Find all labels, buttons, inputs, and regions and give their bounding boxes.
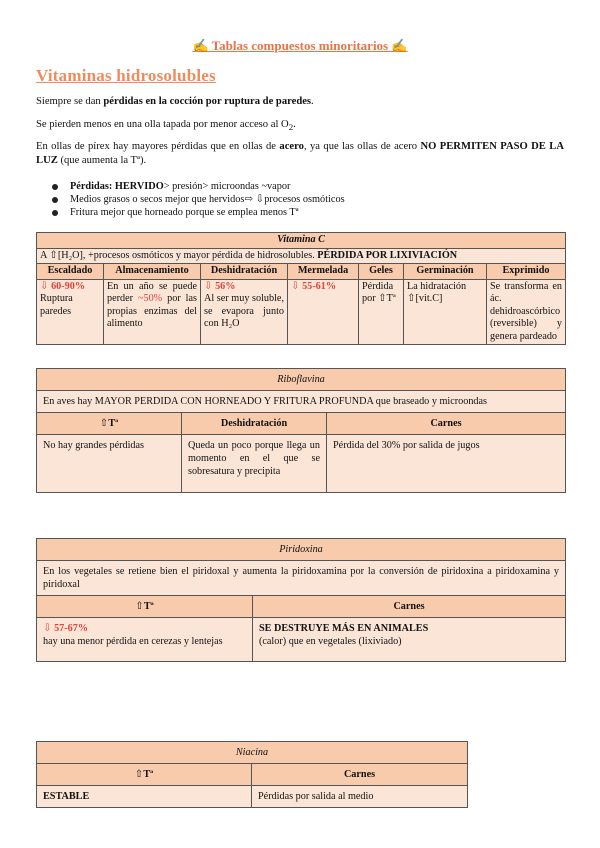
cell-carnes: Pérdida del 30% por salida de jugos (327, 435, 566, 493)
almac-text2: por las propias enzimas del alimento (107, 293, 197, 329)
table-row (37, 539, 566, 561)
column-header: Carnes (327, 413, 566, 435)
escaldado-percent: ⇩ 60-90% (40, 280, 86, 292)
pyridoxine-description: En los vegetales se retiene bien el piridoxal y aumenta la piridoxamina por la conversión de piridoxina a piridoxamina y piridoxal (37, 561, 566, 596)
vitc-desc-bold: PÉRDIDA POR LIXIVIACIÓN (317, 249, 458, 261)
column-header: Escaldado (37, 264, 104, 280)
section-title: Vitaminas hidrosolubles (36, 66, 216, 85)
vitamin-c-title: Vitamina C (37, 233, 566, 249)
almac-percent: ~50% (137, 293, 163, 304)
piri-percent: ⇩ 57-67% (43, 623, 89, 634)
table-row (37, 596, 566, 618)
cell-almacenamiento (104, 279, 201, 345)
cell-mermelada (288, 279, 359, 345)
cell-deshidratacion (201, 279, 288, 345)
column-header: ⇧Tª (37, 596, 253, 618)
column-header: ⇧Tª (37, 764, 252, 786)
riboflavin-table (36, 368, 566, 493)
vitamin-c-description (37, 248, 566, 264)
escaldado-text: Ruptura paredes (40, 293, 73, 317)
column-header: Germinación (404, 264, 487, 280)
mermelada-percent: ⇩ 55-61% (291, 280, 337, 292)
vitc-desc-text: A ⇧[H₂O], +procesos osmóticos y mayor pérdida de hidrosolubles. (40, 249, 318, 261)
almac-text: En un año se puede perder (107, 280, 197, 304)
pyridoxine-title: Piridoxina (37, 539, 566, 561)
cell-exprimido: Se transforma en ác. dehidroascórbico (reversible) y genera pardeado (487, 279, 566, 345)
table-row (37, 413, 566, 435)
cell-escaldado (37, 279, 104, 345)
p3-light: NO PERMITEN PASO DE LA LUZ (36, 141, 564, 166)
table-row (37, 369, 566, 391)
p1-bold: pérdidas en la cocción por ruptura de paredes (103, 96, 312, 107)
piri-animals: SE DESTRUYE MÁS EN ANIMALES (259, 623, 429, 634)
table-row (37, 279, 566, 345)
cell-geles: Pérdida por ⇧Tª (359, 279, 404, 345)
paragraph-pyrex-steel (36, 140, 564, 168)
table-row (37, 561, 566, 596)
cell-carnes: Pérdidas por salida al medio (252, 786, 468, 808)
p3-text2: , ya que las ollas de acero (303, 141, 421, 152)
p3-text: En ollas de pírex hay mayores pérdidas que en ollas de (36, 141, 280, 152)
p1-end: . (311, 96, 314, 107)
piri-temp-text: hay una menor pérdida en cerezas y lentejas (43, 636, 223, 647)
column-header: Mermelada (288, 264, 359, 280)
table-row (37, 435, 566, 493)
table-row (37, 248, 566, 264)
p3-end: (que aumenta la Tª). (57, 155, 147, 166)
p2-subscript: 2 (288, 122, 294, 133)
table-row (37, 764, 468, 786)
bullet-list (52, 180, 345, 219)
table-row (37, 391, 566, 413)
riboflavin-title: Riboflavina (37, 369, 566, 391)
cell-temp: No hay grandes pérdidas (37, 435, 182, 493)
paragraph-cooking-loss (36, 95, 564, 109)
list-item (52, 180, 345, 193)
p2-text: Se pierden menos en una olla tapada por menor acceso al O (36, 119, 289, 130)
cell-temp (37, 618, 253, 662)
column-header: Exprimido (487, 264, 566, 280)
p3-steel: acero (279, 141, 304, 152)
pyridoxine-table (36, 538, 566, 662)
column-header: Geles (359, 264, 404, 280)
niacin-table (36, 741, 468, 808)
table-row (37, 233, 566, 249)
vitamin-c-table (36, 232, 566, 345)
deshid-percent: ⇩ 56% (204, 280, 236, 292)
table-row (37, 264, 566, 280)
table-row (37, 742, 468, 764)
column-header: Deshidratación (201, 264, 288, 280)
column-header: Almacenamiento (104, 264, 201, 280)
table-row (37, 618, 566, 662)
cell-carnes (253, 618, 566, 662)
list-item: Medios grasos o secos mejor que hervidos⇨ ⇩procesos osmóticos (52, 193, 345, 206)
piri-carnes-text: (calor) que en vegetales (lixiviado) (259, 636, 402, 647)
table-row (37, 786, 468, 808)
cell-deshidratacion: Queda un poco porque llega un momento en el que se sobresatura y precipita (182, 435, 327, 493)
deshid-text: Al ser muy soluble, se evapora junto con H₂O (204, 293, 284, 329)
p2-end: . (293, 119, 296, 130)
column-header: Carnes (252, 764, 468, 786)
column-header: Deshidratación (182, 413, 327, 435)
cell-germinacion: La hidratación ⇧[vit.C] (404, 279, 487, 345)
p1-text: Siempre se dan (36, 96, 104, 107)
list-item: Fritura mejor que horneado porque se emplea menos Tª (52, 206, 345, 219)
main-title: ✍ Tablas compuestos minoritarios ✍ (192, 38, 408, 53)
bullet-1-label: Pérdidas: HERVIDO (70, 181, 164, 192)
cell-temp: ESTABLE (37, 786, 252, 808)
column-header: ⇧Tª (37, 413, 182, 435)
paragraph-covered-pot (36, 118, 564, 134)
bullet-1-text: > presión> microondas ~vapor (163, 181, 291, 192)
niacin-title: Niacina (37, 742, 468, 764)
riboflavin-description: En aves hay MAYOR PERDIDA CON HORNEADO Y FRITURA PROFUNDA que braseado y microondas (37, 391, 566, 413)
column-header: Carnes (253, 596, 566, 618)
